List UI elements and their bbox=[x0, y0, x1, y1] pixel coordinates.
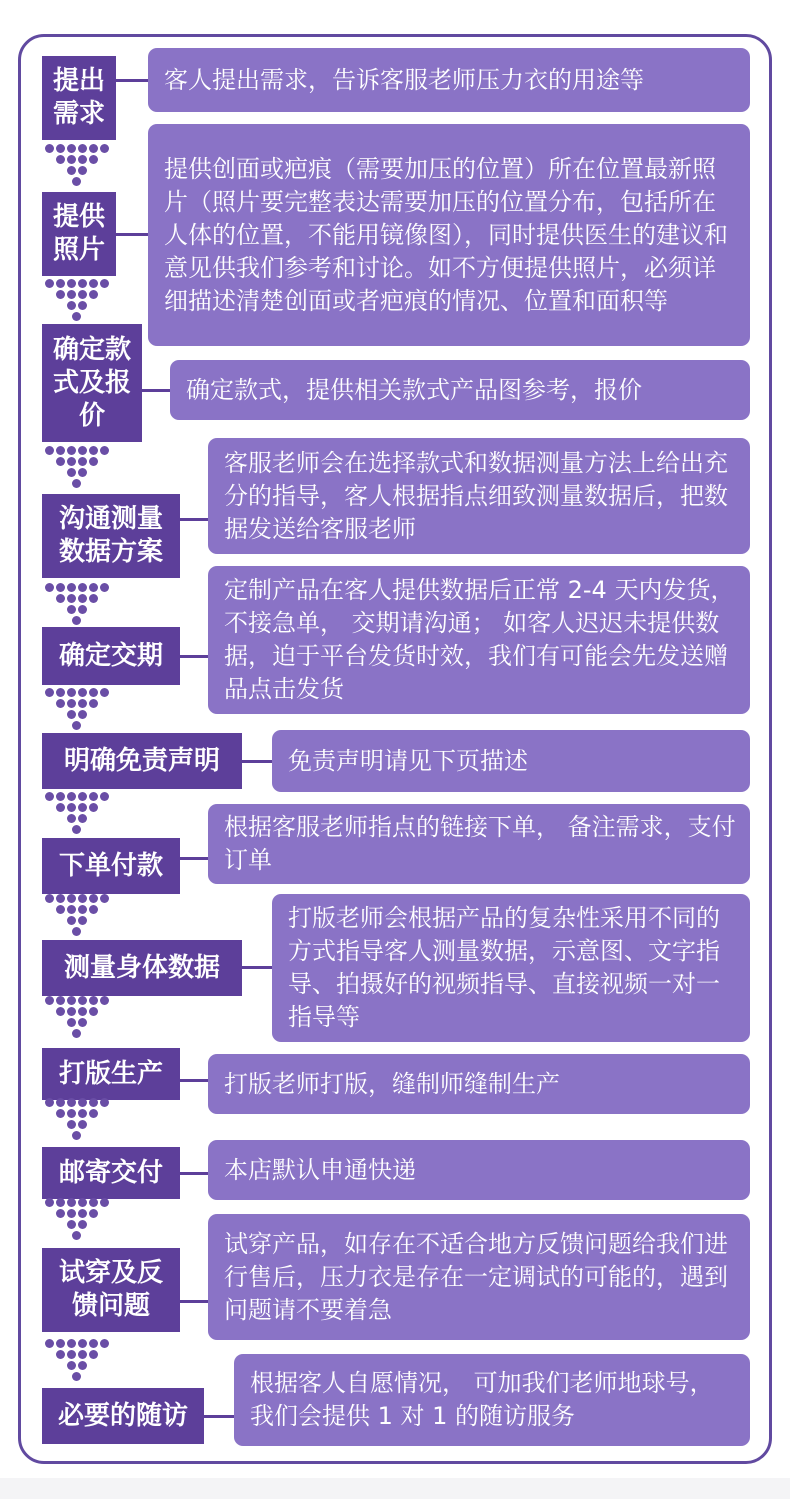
arrow-dot bbox=[100, 688, 109, 697]
step-10-arrow bbox=[42, 1198, 116, 1244]
arrow-dot bbox=[45, 144, 54, 153]
arrow-dot bbox=[100, 1098, 109, 1107]
arrow-dot bbox=[67, 457, 76, 466]
arrow-dot bbox=[56, 803, 65, 812]
step-4-connector bbox=[180, 518, 208, 521]
arrow-dot bbox=[67, 894, 76, 903]
arrow-dot bbox=[45, 1098, 54, 1107]
arrow-dot bbox=[67, 1018, 76, 1027]
arrow-dot bbox=[67, 814, 76, 823]
arrow-dot bbox=[72, 1131, 81, 1140]
arrow-dot bbox=[56, 905, 65, 914]
arrow-dot bbox=[100, 996, 109, 1005]
arrow-dot bbox=[67, 1120, 76, 1129]
arrow-dot bbox=[78, 1220, 87, 1229]
arrow-dot bbox=[78, 1198, 87, 1207]
arrow-dot bbox=[89, 894, 98, 903]
arrow-dot bbox=[67, 290, 76, 299]
arrow-dot bbox=[67, 155, 76, 164]
arrow-dot bbox=[67, 699, 76, 708]
arrow-dot bbox=[89, 792, 98, 801]
arrow-dot bbox=[89, 905, 98, 914]
arrow-dot bbox=[78, 1120, 87, 1129]
step-5-label: 确定交期 bbox=[42, 627, 180, 685]
arrow-dot bbox=[72, 312, 81, 321]
step-7-arrow bbox=[42, 894, 116, 940]
step-8-box: 打版老师会根据产品的复杂性采用不同的方式指导客人测量数据，示意图、文字指导、拍摄好的视频指导、直接视频一对一指导等 bbox=[272, 894, 750, 1042]
step-7-box: 根据客服老师指点的链接下单， 备注需求，支付订单 bbox=[208, 804, 750, 884]
arrow-dot bbox=[45, 1339, 54, 1348]
step-6-arrow bbox=[42, 792, 116, 838]
arrow-dot bbox=[89, 446, 98, 455]
arrow-dot bbox=[78, 699, 87, 708]
arrow-dot bbox=[45, 688, 54, 697]
arrow-dot bbox=[56, 792, 65, 801]
arrow-dot bbox=[78, 301, 87, 310]
step-12-connector bbox=[204, 1415, 234, 1418]
arrow-dot bbox=[45, 583, 54, 592]
step-5-arrow bbox=[42, 688, 116, 734]
arrow-dot bbox=[45, 279, 54, 288]
arrow-dot bbox=[100, 583, 109, 592]
step-9-arrow bbox=[42, 1098, 116, 1144]
arrow-dot bbox=[78, 905, 87, 914]
arrow-dot bbox=[89, 279, 98, 288]
arrow-dot bbox=[67, 468, 76, 477]
arrow-dot bbox=[89, 1109, 98, 1118]
arrow-dot bbox=[72, 1029, 81, 1038]
step-11-box: 试穿产品，如存在不适合地方反馈问题给我们进行售后，压力衣是存在一定调试的可能的，遇到问题请不要着急 bbox=[208, 1214, 750, 1340]
arrow-dot bbox=[89, 1007, 98, 1016]
arrow-dot bbox=[67, 803, 76, 812]
step-9-connector bbox=[180, 1079, 208, 1082]
arrow-dot bbox=[56, 1350, 65, 1359]
step-7-connector bbox=[180, 857, 208, 860]
arrow-dot bbox=[89, 1350, 98, 1359]
step-1-label: 提出需求 bbox=[42, 56, 116, 140]
arrow-dot bbox=[67, 1109, 76, 1118]
arrow-dot bbox=[67, 905, 76, 914]
arrow-dot bbox=[56, 1209, 65, 1218]
arrow-dot bbox=[67, 1007, 76, 1016]
arrow-dot bbox=[89, 1209, 98, 1218]
arrow-dot bbox=[89, 594, 98, 603]
step-3-label: 确定款式及报价 bbox=[42, 324, 142, 442]
arrow-dot bbox=[78, 1109, 87, 1118]
step-11-arrow bbox=[42, 1339, 116, 1385]
arrow-dot bbox=[67, 1339, 76, 1348]
arrow-dot bbox=[78, 279, 87, 288]
arrow-dot bbox=[89, 699, 98, 708]
arrow-dot bbox=[56, 996, 65, 1005]
step-4-label: 沟通测量数据方案 bbox=[42, 494, 180, 578]
arrow-dot bbox=[78, 1209, 87, 1218]
arrow-dot bbox=[78, 1007, 87, 1016]
step-11-connector bbox=[180, 1300, 208, 1303]
arrow-dot bbox=[89, 996, 98, 1005]
arrow-dot bbox=[78, 144, 87, 153]
arrow-dot bbox=[100, 279, 109, 288]
arrow-dot bbox=[78, 166, 87, 175]
bottom-band bbox=[0, 1478, 790, 1499]
step-6-connector bbox=[242, 760, 272, 763]
step-8-label: 测量身体数据 bbox=[42, 940, 242, 996]
arrow-dot bbox=[78, 1361, 87, 1370]
step-8-arrow bbox=[42, 996, 116, 1042]
arrow-dot bbox=[78, 894, 87, 903]
arrow-dot bbox=[89, 1098, 98, 1107]
arrow-dot bbox=[78, 457, 87, 466]
arrow-dot bbox=[45, 446, 54, 455]
step-2-arrow bbox=[42, 279, 116, 325]
arrow-dot bbox=[56, 583, 65, 592]
step-9-box: 打版老师打版，缝制师缝制生产 bbox=[208, 1054, 750, 1114]
arrow-dot bbox=[100, 1339, 109, 1348]
step-3-arrow bbox=[42, 446, 116, 492]
arrow-dot bbox=[67, 1098, 76, 1107]
arrow-dot bbox=[67, 710, 76, 719]
step-10-connector bbox=[180, 1172, 208, 1175]
arrow-dot bbox=[89, 155, 98, 164]
step-2-label: 提供照片 bbox=[42, 192, 116, 276]
arrow-dot bbox=[78, 996, 87, 1005]
arrow-dot bbox=[72, 177, 81, 186]
step-10-box: 本店默认申通快递 bbox=[208, 1140, 750, 1200]
arrow-dot bbox=[56, 1198, 65, 1207]
arrow-dot bbox=[45, 894, 54, 903]
step-12-label: 必要的随访 bbox=[42, 1388, 204, 1444]
arrow-dot bbox=[89, 290, 98, 299]
arrow-dot bbox=[45, 792, 54, 801]
arrow-dot bbox=[67, 996, 76, 1005]
step-7-label: 下单付款 bbox=[42, 838, 180, 894]
arrow-dot bbox=[78, 792, 87, 801]
arrow-dot bbox=[89, 1198, 98, 1207]
arrow-dot bbox=[67, 279, 76, 288]
arrow-dot bbox=[67, 446, 76, 455]
arrow-dot bbox=[72, 479, 81, 488]
arrow-dot bbox=[56, 457, 65, 466]
arrow-dot bbox=[78, 1018, 87, 1027]
arrow-dot bbox=[72, 1231, 81, 1240]
arrow-dot bbox=[56, 1007, 65, 1016]
arrow-dot bbox=[89, 457, 98, 466]
step-9-label: 打版生产 bbox=[42, 1048, 180, 1100]
arrow-dot bbox=[72, 825, 81, 834]
arrow-dot bbox=[89, 144, 98, 153]
arrow-dot bbox=[78, 1339, 87, 1348]
arrow-dot bbox=[89, 688, 98, 697]
arrow-dot bbox=[100, 144, 109, 153]
arrow-dot bbox=[67, 605, 76, 614]
arrow-dot bbox=[67, 594, 76, 603]
step-12-box: 根据客人自愿情况， 可加我们老师地球号，我们会提供 1 对 1 的随访服务 bbox=[234, 1354, 750, 1446]
step-8-connector bbox=[242, 966, 272, 969]
arrow-dot bbox=[67, 792, 76, 801]
arrow-dot bbox=[78, 1350, 87, 1359]
arrow-dot bbox=[67, 1209, 76, 1218]
arrow-dot bbox=[67, 301, 76, 310]
arrow-dot bbox=[56, 155, 65, 164]
arrow-dot bbox=[100, 446, 109, 455]
arrow-dot bbox=[78, 290, 87, 299]
step-1-arrow bbox=[42, 144, 116, 190]
step-2-connector bbox=[116, 233, 148, 236]
arrow-dot bbox=[100, 792, 109, 801]
arrow-dot bbox=[78, 583, 87, 592]
arrow-dot bbox=[56, 894, 65, 903]
arrow-dot bbox=[78, 468, 87, 477]
arrow-dot bbox=[78, 803, 87, 812]
step-1-box: 客人提出需求，告诉客服老师压力衣的用途等 bbox=[148, 48, 750, 112]
step-5-box: 定制产品在客人提供数据后正常 2-4 天内发货， 不接急单， 交期请沟通； 如客人迟迟未提供数据，迫于平台发货时效，我们有可能会先发送赠品点击发货 bbox=[208, 566, 750, 714]
arrow-dot bbox=[78, 916, 87, 925]
step-10-label: 邮寄交付 bbox=[42, 1147, 180, 1199]
arrow-dot bbox=[56, 594, 65, 603]
arrow-dot bbox=[56, 144, 65, 153]
step-11-label: 试穿及反馈问题 bbox=[42, 1248, 180, 1332]
arrow-dot bbox=[72, 721, 81, 730]
arrow-dot bbox=[56, 290, 65, 299]
arrow-dot bbox=[67, 1350, 76, 1359]
step-6-box: 免责声明请见下页描述 bbox=[272, 730, 750, 792]
step-4-box: 客服老师会在选择款式和数据测量方法上给出充分的指导，客人根据指点细致测量数据后，把数据发送给客服老师 bbox=[208, 438, 750, 554]
arrow-dot bbox=[72, 927, 81, 936]
arrow-dot bbox=[78, 710, 87, 719]
arrow-dot bbox=[78, 688, 87, 697]
arrow-dot bbox=[100, 894, 109, 903]
step-3-box: 确定款式，提供相关款式产品图参考，报价 bbox=[170, 360, 750, 420]
step-3-connector bbox=[142, 389, 170, 392]
step-2-box: 提供创面或疤痕（需要加压的位置）所在位置最新照片（照片要完整表达需要加压的位置分布，包括所在人体的位置，不能用镜像图），同时提供医生的建议和意见供我们参考和讨论。如不方便提供照片，必须详细描述清楚创面或者疤痕的情况、位置和面积等 bbox=[148, 124, 750, 346]
arrow-dot bbox=[78, 594, 87, 603]
arrow-dot bbox=[67, 144, 76, 153]
arrow-dot bbox=[56, 446, 65, 455]
step-5-connector bbox=[180, 655, 208, 658]
arrow-dot bbox=[67, 688, 76, 697]
arrow-dot bbox=[78, 446, 87, 455]
arrow-dot bbox=[67, 1361, 76, 1370]
step-1-connector bbox=[116, 79, 148, 82]
arrow-dot bbox=[78, 814, 87, 823]
step-4-arrow bbox=[42, 583, 116, 629]
arrow-dot bbox=[67, 916, 76, 925]
arrow-dot bbox=[56, 688, 65, 697]
arrow-dot bbox=[72, 616, 81, 625]
arrow-dot bbox=[67, 583, 76, 592]
arrow-dot bbox=[89, 803, 98, 812]
arrow-dot bbox=[56, 1098, 65, 1107]
arrow-dot bbox=[89, 583, 98, 592]
arrow-dot bbox=[56, 1109, 65, 1118]
arrow-dot bbox=[89, 1339, 98, 1348]
arrow-dot bbox=[67, 1220, 76, 1229]
arrow-dot bbox=[56, 1339, 65, 1348]
arrow-dot bbox=[45, 996, 54, 1005]
arrow-dot bbox=[72, 1372, 81, 1381]
step-6-label: 明确免责声明 bbox=[42, 733, 242, 789]
arrow-dot bbox=[78, 155, 87, 164]
arrow-dot bbox=[56, 279, 65, 288]
arrow-dot bbox=[67, 1198, 76, 1207]
arrow-dot bbox=[100, 1198, 109, 1207]
arrow-dot bbox=[45, 1198, 54, 1207]
arrow-dot bbox=[78, 605, 87, 614]
arrow-dot bbox=[78, 1098, 87, 1107]
arrow-dot bbox=[67, 166, 76, 175]
arrow-dot bbox=[56, 699, 65, 708]
